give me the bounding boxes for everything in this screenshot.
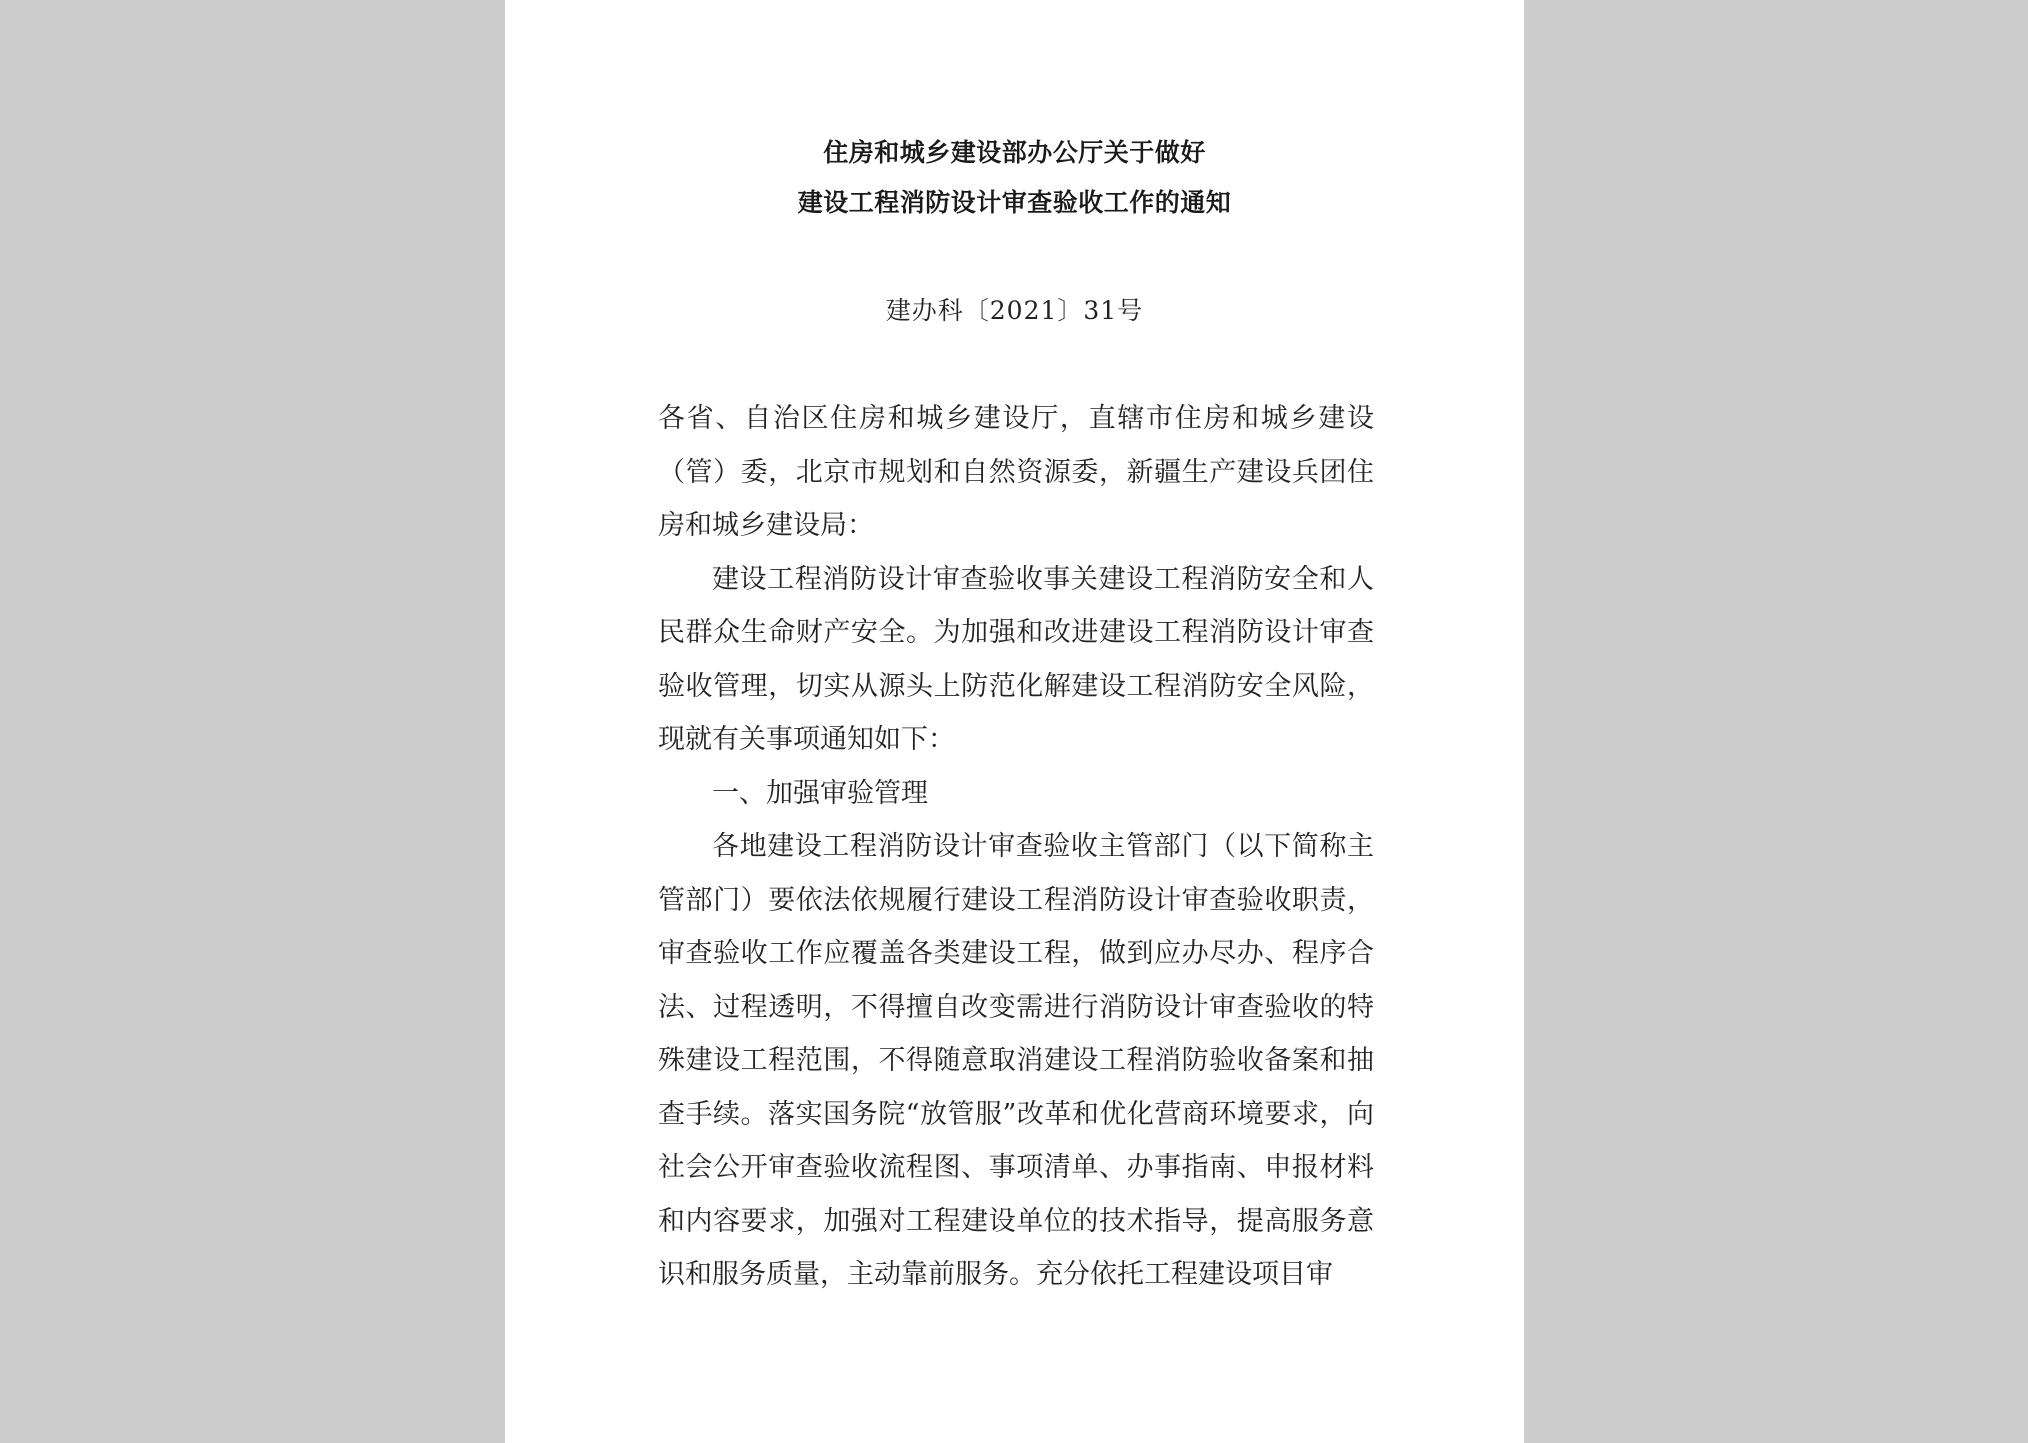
- document-page: [505, 0, 1524, 1443]
- document-body: [658, 392, 1374, 1302]
- intro-paragraph: 建设工程消防设计审查验收事关建设工程消防安全和人民群众生命财产安全。为加强和改进建设工程消防设计审查验收管理，切实从源头上防范化解建设工程消防安全风险，现就有关事项通知如下：: [658, 563, 1374, 755]
- document-number: 建办科〔2021〕31号: [885, 296, 1144, 325]
- section-heading: 一、加强审验管理: [712, 777, 928, 809]
- section-paragraph: 各地建设工程消防设计审查验收主管部门（以下简称主管部门）要依法依规履行建设工程消防设计审查验收职责，审查验收工作应覆盖各类建设工程，做到应办尽办、程序合法、过程透明，不得擅自改变需进行消防设计审查验收的特殊建设工程范围，不得随意取消建设工程消防验收备案和抽查手续。落实国务院“放管服”改革和优化营商环境要求，向社会公开审查验收流程图、事项清单、办事指南、申报材料和内容要求，加强对工程建设单位的技术指导，提高服务意识和服务质量，主动靠前服务。充分依托工程建设项目审: [658, 831, 1374, 1290]
- document-title: [505, 128, 1524, 228]
- title-line-2: 建设工程消防设计审查验收工作的通知: [797, 188, 1232, 217]
- title-line-1: 住房和城乡建设部办公厅关于做好: [823, 138, 1206, 167]
- salutation-paragraph: 各省、自治区住房和城乡建设厅，直辖市住房和城乡建设（管）委，北京市规划和自然资源委，新疆生产建设兵团住房和城乡建设局：: [658, 403, 1374, 541]
